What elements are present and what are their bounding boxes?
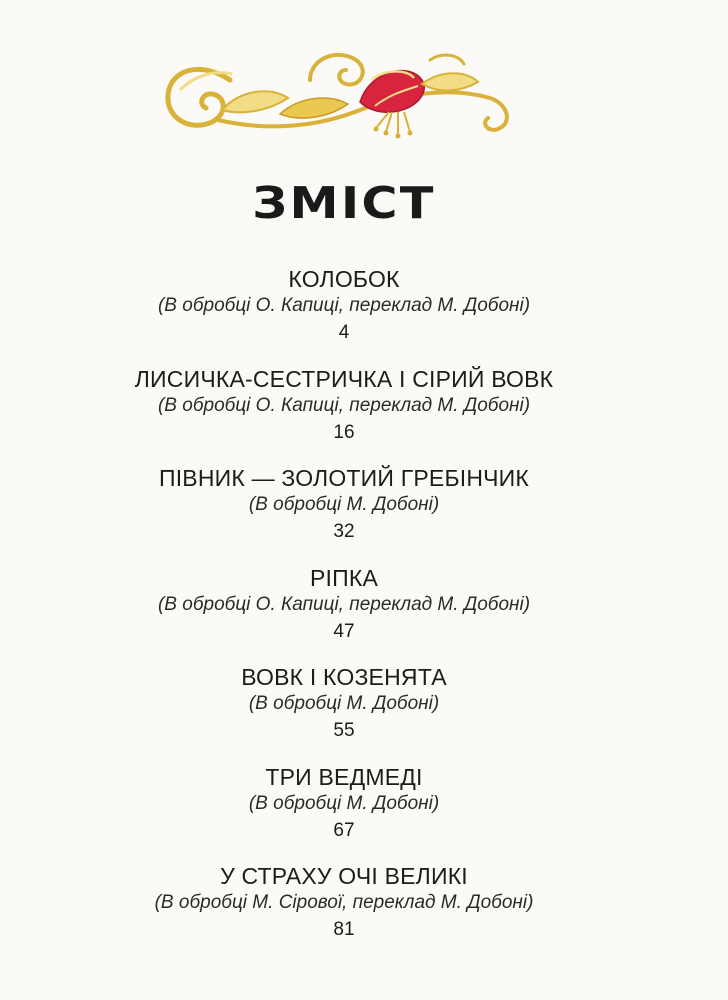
- toc-entry[interactable]: [0, 861, 688, 961]
- entry-credit: (В обробці М. Добоні): [248, 792, 440, 814]
- entry-page-number: 32: [333, 521, 355, 542]
- entry-credit: (В обробці М. Сірової, переклад М. Добоні): [154, 892, 534, 913]
- entry-page-number: 16: [333, 421, 355, 443]
- table-of-contents: [0, 264, 688, 961]
- entry-title: У СТРАХУ ОЧІ ВЕЛИКІ: [220, 863, 468, 889]
- entry-credit: (В обробці М. Добоні): [248, 494, 440, 515]
- entry-title: ТРИ ВЕДМЕДІ: [265, 763, 423, 790]
- toc-entry[interactable]: [0, 762, 688, 862]
- entry-page-number: 67: [333, 819, 355, 841]
- toc-entry[interactable]: [0, 662, 688, 762]
- entry-title: ВОВК І КОЗЕНЯТА: [241, 664, 447, 690]
- page-title: ЗМІСТ: [252, 178, 436, 229]
- entry-title: ПІВНИК — ЗОЛОТИЙ ГРЕБІНЧИК: [158, 465, 530, 491]
- floral-ornament-icon: [160, 40, 520, 140]
- toc-entry[interactable]: [0, 364, 688, 464]
- toc-entry[interactable]: [0, 264, 688, 364]
- entry-page-number: 4: [338, 322, 350, 343]
- entry-title: КОЛОБОК: [288, 266, 400, 292]
- entry-page-number: 55: [333, 720, 355, 741]
- entry-credit: (В обробці М. Добоні): [248, 693, 440, 714]
- entry-title: ЛИСИЧКА-СЕСТРИЧКА І СІРИЙ ВОВК: [134, 365, 554, 392]
- entry-credit: (В обробці О. Капиці, переклад М. Добоні): [157, 394, 531, 416]
- entry-page-number: 47: [333, 620, 355, 642]
- entry-title: РІПКА: [309, 564, 378, 591]
- entry-page-number: 81: [333, 919, 355, 940]
- entry-credit: (В обробці О. Капиці, переклад М. Добоні): [157, 295, 531, 316]
- toc-entry[interactable]: [0, 463, 688, 563]
- toc-entry[interactable]: [0, 563, 688, 663]
- entry-credit: (В обробці О. Капиці, переклад М. Добоні): [157, 593, 531, 615]
